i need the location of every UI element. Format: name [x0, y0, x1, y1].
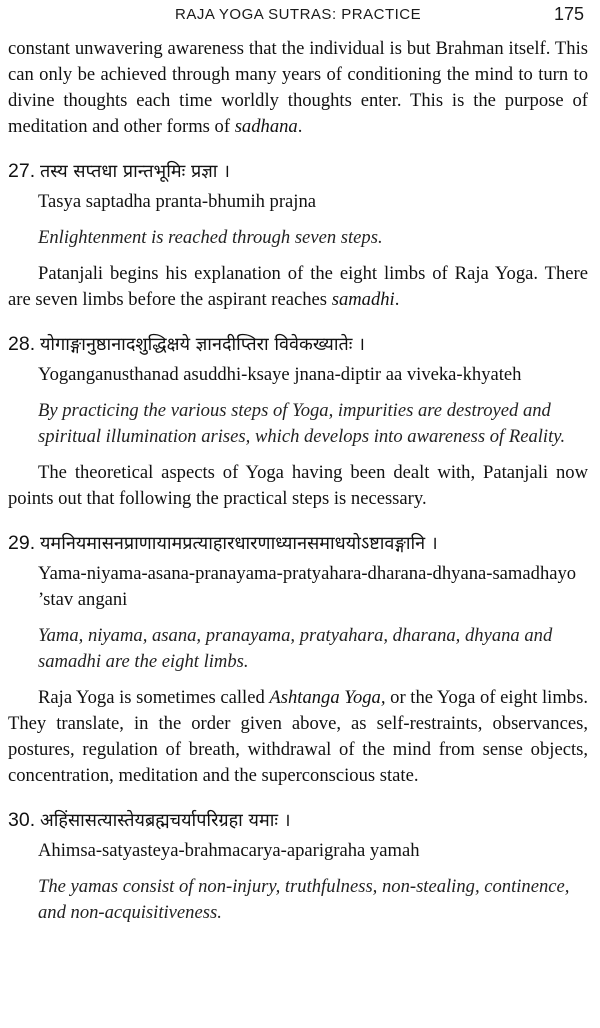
sutra-devanagari: अहिंसासत्यास्तेयब्रह्मचर्यापरिग्रहा यमाः ।	[39, 810, 291, 831]
sutra-devanagari: तस्य सप्तधा प्रान्तभूमिः प्रज्ञा ।	[39, 161, 230, 182]
sutra-commentary	[8, 261, 588, 313]
intro-italic: sadhana	[234, 116, 298, 137]
sutra-transliteration: Ahimsa-satyasteya-brahmacarya-aparigraha yamah	[38, 840, 420, 861]
sutra-transliteration: Tasya saptadha pranta-bhumih prajna	[38, 191, 317, 212]
commentary-end: .	[394, 289, 400, 310]
page-number: 175	[553, 4, 584, 24]
commentary-italic: Ashtanga Yoga,	[269, 687, 386, 708]
intro-text: constant unwavering awareness that the individual is but Brahman itself. This can only be achieved through many years of conditioning the mind to turn to divine thoughts each time worldly thoughts enter. This is the purpose of meditation and other forms of	[8, 38, 588, 137]
page-body	[8, 36, 588, 926]
sutra-27	[8, 156, 588, 313]
commentary-pre: Raja Yoga is sometimes called	[38, 687, 270, 708]
sutra-translation: Yama, niyama, asana, pranayama, pratyahara, dharana, dhyana and samadhi are the eight limbs.	[38, 625, 553, 672]
sutra-number: 27.	[8, 160, 36, 182]
sutra-28	[8, 329, 588, 512]
intro-paragraph	[8, 36, 588, 140]
sutra-number: 30.	[8, 809, 36, 831]
sutra-29	[8, 528, 588, 789]
sutra-translation: By practicing the various steps of Yoga, impurities are destroyed and spiritual illumination arises, which develops into awareness of Reality.	[38, 400, 566, 447]
commentary-post: or the Yoga of eight limbs. They translate, in the order given above, as self-restraints, observances, postures, regulation of breath, withdrawal of the mind from sense objects, concentration, meditation and the superconscious state.	[8, 687, 588, 786]
running-title: RAJA YOGA SUTRAS: PRACTICE	[175, 6, 422, 23]
sutra-devanagari: योगाङ्गानुष्ठानादशुद्धिक्षये ज्ञानदीप्तिरा विवेकख्यातेः ।	[39, 334, 365, 355]
sutra-translation: The yamas consist of non-injury, truthfulness, non-stealing, continence, and non-acquisitiveness.	[38, 876, 570, 923]
sutra-30	[8, 805, 588, 926]
intro-end: .	[297, 116, 303, 137]
sutra-heading	[8, 805, 588, 836]
running-header	[0, 2, 600, 32]
sutra-number: 28.	[8, 333, 36, 355]
commentary-italic: samadhi	[331, 289, 395, 310]
commentary-text: Patanjali begins his explanation of the eight limbs of Raja Yoga. There are seven limbs before the aspirant reaches	[8, 263, 588, 310]
sutra-heading	[8, 156, 588, 187]
sutra-translation: Enlightenment is reached through seven steps.	[38, 227, 383, 248]
sutra-devanagari: यमनियमासनप्राणायामप्रत्याहारधारणाध्यानसमाधयोऽष्टावङ्गानि ।	[39, 533, 438, 554]
sutra-transliteration: Yoganganusthanad asuddhi-ksaye jnana-diptir aa viveka-khyateh	[38, 364, 522, 385]
sutra-commentary: The theoretical aspects of Yoga having been dealt with, Patanjali now points out that following the practical steps is necessary.	[8, 462, 588, 509]
sutra-heading	[8, 329, 588, 360]
sutra-transliteration: Yama-niyama-asana-pranayama-pratyahara-dharana-dhyana-samadhayo ’stav angani	[38, 563, 577, 610]
sutra-heading	[8, 528, 588, 559]
sutra-commentary	[8, 685, 588, 789]
sutra-number: 29.	[8, 532, 36, 554]
